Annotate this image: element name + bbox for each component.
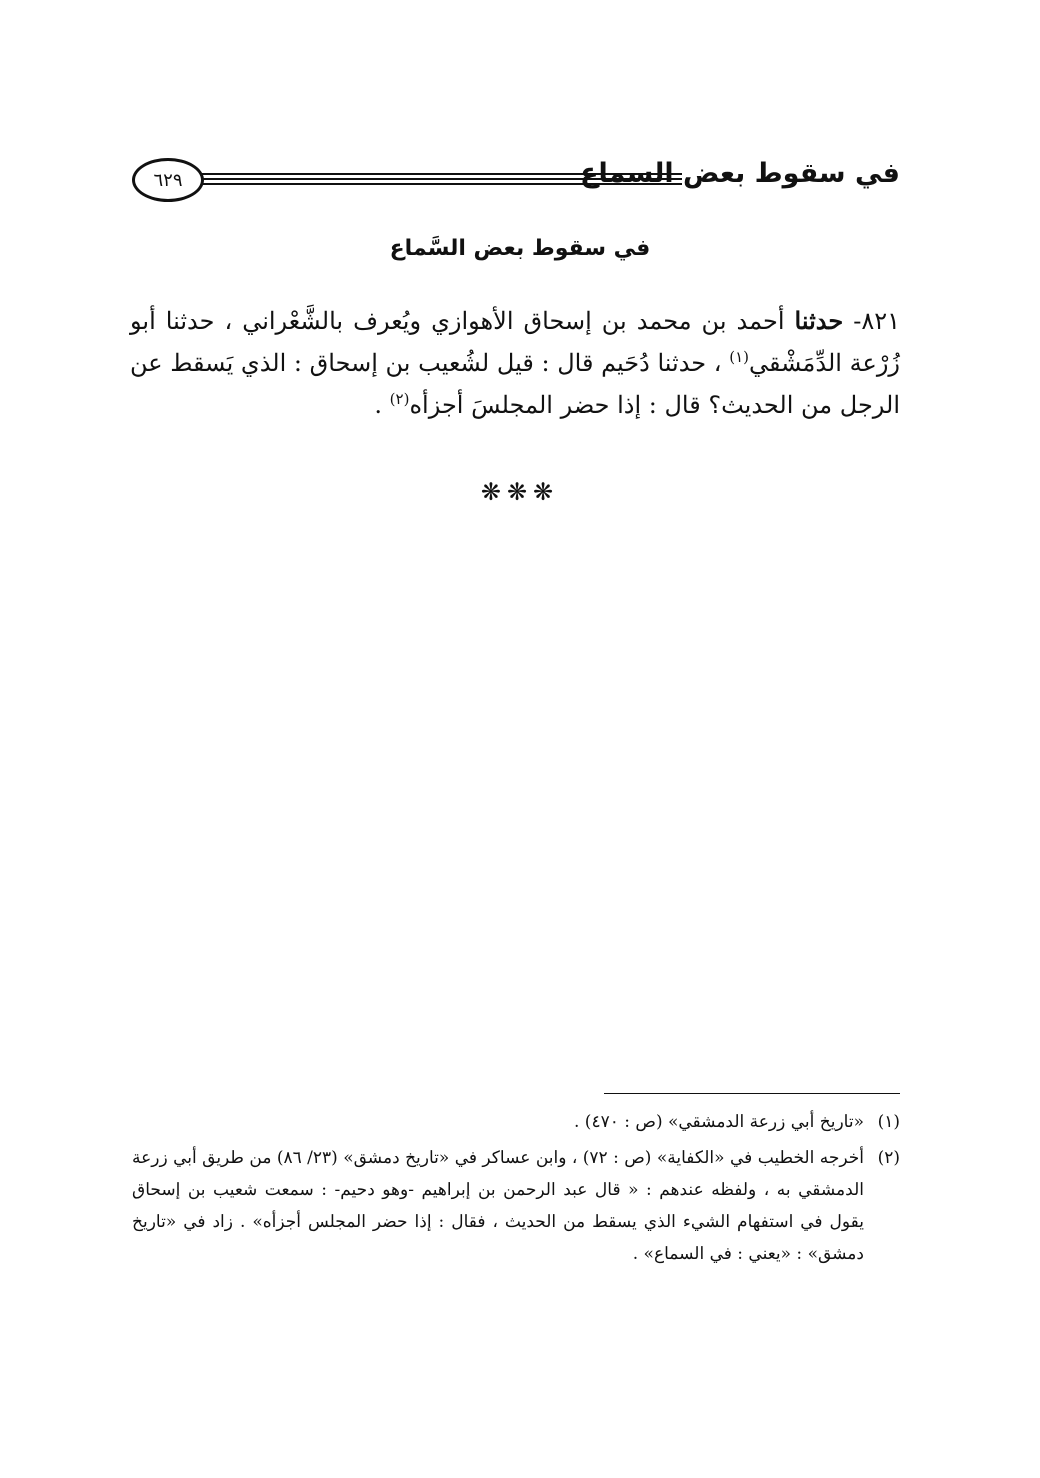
- footnote-number: (٢): [877, 1148, 900, 1168]
- hadith-number: ٨٢١-: [853, 307, 900, 335]
- footnote-separator: [604, 1093, 900, 1094]
- hadith-paragraph: [130, 300, 900, 426]
- footnote-ref-1[interactable]: (١): [729, 348, 749, 366]
- footnote-number: (١): [877, 1112, 900, 1132]
- footnote-text: «تاريخ أبي زرعة الدمشقي» (ص : ٤٧٠) .: [574, 1112, 864, 1132]
- hadith-text-part2: ، حدثنا دُحَيم قال : قيل لشُعيب بن إسحاق : الذي يَسقط عن الرجل من الحديث؟ قال : إذا حضر المجلسَ أجزأه: [130, 349, 900, 419]
- footnote-ref-2[interactable]: (٢): [389, 390, 410, 408]
- section-heading: في سقوط بعض السَّماع: [389, 236, 651, 261]
- hadith-text-part1: أحمد بن محمد بن إسحاق الأهوازي ويُعرف بالشَّعْراني ، حدثنا أبو زُرْعة الدِّمَشْقي: [130, 307, 900, 377]
- footnote-1: [132, 1106, 900, 1138]
- footnotes: [132, 1106, 900, 1274]
- hadith-lead-word: حدثنا: [794, 306, 844, 335]
- page-number: ٦٢٩: [153, 169, 183, 191]
- hadith-text-part3: .: [374, 391, 383, 419]
- section-ornament: ❋❋❋: [480, 478, 560, 506]
- page-number-oval: [132, 158, 204, 202]
- footnote-text: أخرجه الخطيب في «الكفاية» (ص : ٧٢) ، وابن عساكر في «تاريخ دمشق» (٢٣/ ٨٦) من طريق أبي زرعة الدمشقي به ، ولفظه عندهم : « قال عبد الرحمن بن إبراهيم -وهو دحيم- : سمعت شعيب بن إسحاق يقول في استفهام الشيء الذي يسقط من الحديث ، فقال : إذا حضر المجلس أجزأه» . زاد في «تاريخ دمشق» : «يعني : في السماع» .: [132, 1148, 864, 1264]
- running-header: [132, 158, 900, 206]
- footnote-2: [132, 1142, 900, 1270]
- running-title: في سقوط بعض السماع: [580, 158, 900, 189]
